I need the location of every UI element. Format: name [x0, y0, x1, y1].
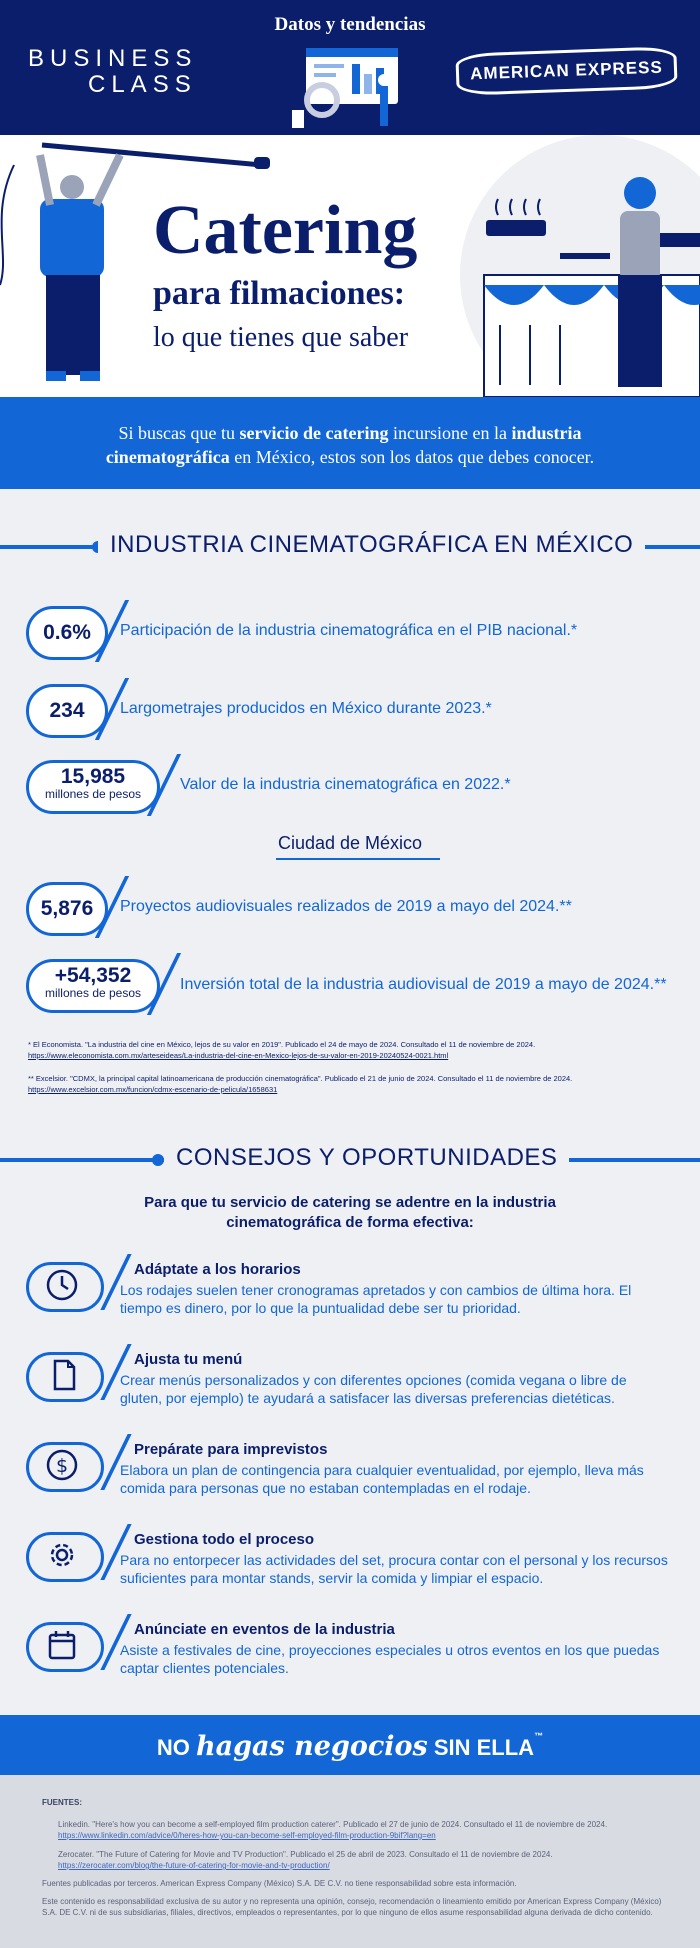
tip-pill [26, 1442, 104, 1492]
cta-text: NO hagas negocios SIN ELLA™ [156, 1731, 544, 1762]
tip-pill [26, 1532, 104, 1582]
american-express-logo: AMERICAN EXPRESS [455, 46, 677, 96]
stat-label: Largometrajes producidos en México durante 2023.* [120, 700, 492, 717]
footnote-1: * El Economista. "La industria del cine en México, lejos de su valor en 2019". Publicado el 24 de mayo de 2024. Consultado el 11 de noviembre de 2024. https://www.eleconomista.com.mx/arteseideas/La-industria-del-cine-en-Mexico-lejos-de-su-valor-en-2019-20240524-0021.html [28, 1039, 668, 1061]
source-item: Zerocater. "The Future of Catering for Movie and TV Production". Publicado el 25 de abril de 2023. Consultado el 11 de noviembre de 2024. https://zerocater.com/blog/the-future-of-catering-for-movie-and-tv-production/ [58, 1849, 658, 1871]
tip-title: Ajusta tu menú [134, 1351, 243, 1368]
hero-tagline: lo que tienes que saber [153, 322, 409, 353]
dollar-icon [45, 1448, 79, 1482]
stat-label: Participación de la industria cinematográfica en el PIB nacional.* [120, 622, 578, 639]
tip-title: Anúnciate en eventos de la industria [134, 1621, 395, 1638]
kicker-title: Datos y tendencias [274, 14, 426, 35]
source-link[interactable]: https://zerocater.com/blog/the-future-of-catering-for-movie-and-tv-production/ [58, 1861, 330, 1870]
divider-dot [152, 1154, 164, 1166]
stat-pill: 5,876 [26, 882, 108, 936]
hero-title: Catering [153, 192, 418, 269]
stat-label: Proyectos audiovisuales realizados de 2019 a mayo del 2024.** [120, 898, 572, 915]
tip-title: Adáptate a los horarios [134, 1261, 301, 1278]
tip-body: Asiste a festivales de cine, proyecciones especiales u otros eventos en los que puedas captar clientes potenciales. [120, 1642, 660, 1676]
tip-pill [26, 1622, 104, 1672]
tip-body: Para no entorpecer las actividades del set, procura contar con el personal y los recursos suficientes para montar stands, servir la comida y limpiar el espacio. [120, 1552, 668, 1586]
source-item: Linkedin. "Here's how you can become a self-employed film production caterer". Publicado el 27 de junio de 2024. Consultado el 11 de noviembre de 2024. https://www.linkedin.com/advice/0/heres-how-you-can-become-self-employed-film-production-9bif?lang=en [58, 1819, 658, 1841]
sources-heading: FUENTES: [42, 1798, 82, 1807]
hero-subtitle: para filmaciones: [153, 275, 406, 312]
tip-title: Prepárate para imprevistos [134, 1441, 328, 1458]
dashboard-illustration [292, 40, 410, 130]
document-icon [47, 1358, 81, 1392]
disclaimer-2: Este contenido es responsabilidad exclusiva de su autor y no representa una opinión, consejo, recomendación o lineamiento emitido por American Express Company (México) S.A. DE C.V. ni de sus subsidiarias, filiales, directivos, empleados o representantes, por lo que ninguno de ellos asume responsabilidad alguna derivada de dicho contenido. [42, 1897, 662, 1917]
stat-pill: 0.6% [26, 606, 108, 660]
source-link[interactable]: https://www.linkedin.com/advice/0/heres-how-you-can-become-self-employed-film-production-9bif?lang=en [58, 1831, 436, 1840]
cta-banner [0, 1715, 700, 1775]
section-title-industry: INDUSTRIA CINEMATOGRÁFICA EN MÉXICO [98, 531, 645, 559]
tip-pill [26, 1352, 104, 1402]
business-class-logo: BUSINESS CLASS [28, 45, 198, 98]
footnote-1-link[interactable]: https://www.eleconomista.com.mx/arteseideas/La-industria-del-cine-en-Mexico-lejos-de-su-valor-en-2019-20240524-0021.html [28, 1051, 449, 1060]
clock-icon [45, 1268, 79, 1302]
calendar-icon [45, 1628, 79, 1662]
svg-text:$: $ [55, 1455, 69, 1477]
stat-label: Inversión total de la industria audiovisual de 2019 a mayo de 2024.** [180, 976, 667, 993]
intro-text: Si buscas que tu servicio de catering incursione en la industria cinematográfica en México, estos son los datos que debes conocer. [105, 423, 595, 467]
stat-pill: 15,985 millones de pesos [26, 760, 160, 814]
top-banner [0, 0, 700, 135]
sources-section [0, 1775, 700, 1948]
intro-banner [0, 397, 700, 489]
tips-intro: Para que tu servicio de catering se adentre en la industria cinematográfica de forma efectiva: [144, 1194, 556, 1231]
cdmx-underline [276, 858, 440, 860]
disclaimer-1: Fuentes publicadas por terceros. American Express Company (México) S.A. DE C.V. no tiene responsabilidad sobre esta información. [42, 1879, 517, 1888]
tip-body: Los rodajes suelen tener cronogramas apretados y con cambios de última hora. El tiempo es dinero, por lo que la puntualidad debe ser tu prioridad. [120, 1282, 632, 1316]
tip-body: Crear menús personalizados y con diferentes opciones (comida vegana o libre de gluten, por ejemplo) te ayudará a satisfacer las diversas preferencias dietéticas. [120, 1372, 627, 1406]
gear-icon [45, 1538, 79, 1572]
tip-body: Elabora un plan de contingencia para cualquier eventualidad, por ejemplo, lleva más comida para personas que no estaban contempladas en el rodaje. [120, 1462, 644, 1496]
footnote-2-link[interactable]: https://www.excelsior.com.mx/funcion/cdmx-escenario-de-pelicula/1658631 [28, 1085, 278, 1094]
tip-pill [26, 1262, 104, 1312]
section-title-tips: CONSEJOS Y OPORTUNIDADES [164, 1144, 569, 1172]
stat-pill: 234 [26, 684, 108, 738]
hero-section [0, 135, 700, 397]
stat-label: Valor de la industria cinematográfica en 2022.* [180, 776, 511, 793]
footnote-2: ** Excelsior. "CDMX, la principal capital latinoamericana de producción cinematográfica". Publicado el 21 de junio de 2024. Consultado el 11 de noviembre de 2024. https://www.excelsior.com.mx/funcion/cdmx-escenario-de-pelicula/1658631 [28, 1073, 668, 1095]
cdmx-title: Ciudad de México [277, 833, 423, 853]
stat-pill: +54,352 millones de pesos [26, 959, 160, 1013]
tip-title: Gestiona todo el proceso [134, 1531, 315, 1548]
